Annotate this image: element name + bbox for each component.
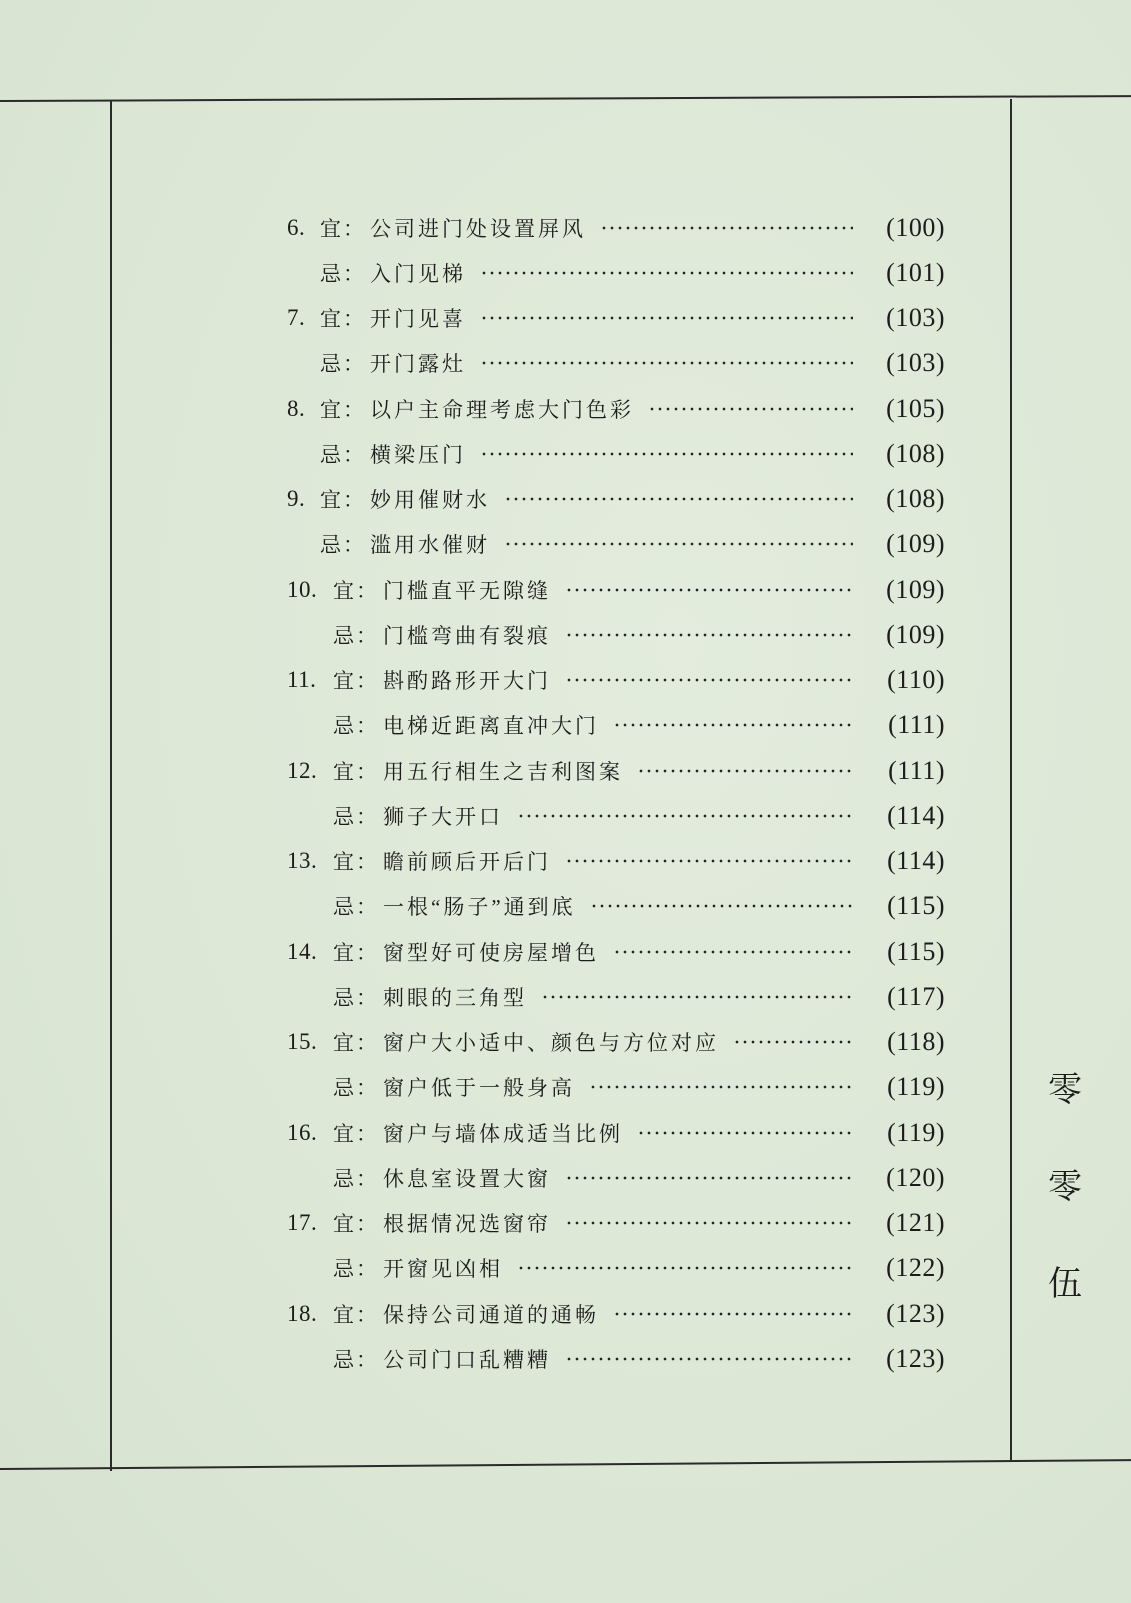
entry-title: 妙用催财水 [370, 488, 490, 513]
dot-leader [613, 721, 853, 729]
yi-label: 宜： [333, 759, 379, 784]
toc-row [287, 567, 945, 612]
dot-leader [565, 676, 853, 684]
ji-label: 忌： [320, 533, 366, 558]
item-number: 14. [287, 938, 318, 964]
table-of-contents [287, 205, 945, 1382]
dot-leader [517, 812, 853, 820]
page-number: (101) [886, 257, 945, 287]
entry-title: 横梁压门 [370, 442, 466, 467]
toc-row [287, 929, 945, 974]
ji-label: 忌： [333, 1257, 379, 1282]
toc-row [287, 1110, 945, 1155]
dot-leader [600, 224, 853, 232]
item-number: 17. [287, 1210, 318, 1236]
yi-label: 宜： [320, 488, 366, 513]
page-number: (114) [887, 846, 945, 876]
page-number: (108) [886, 484, 945, 514]
ji-label: 忌： [333, 1347, 379, 1372]
item-number: 11. [287, 667, 317, 693]
dot-leader [637, 767, 853, 775]
yi-label: 宜： [333, 1302, 379, 1327]
toc-row [287, 839, 945, 884]
entry-title: 一根“肠子”通到底 [383, 895, 576, 920]
item-number: 15. [287, 1029, 318, 1055]
dot-leader [590, 902, 853, 910]
toc-row [287, 1155, 945, 1200]
entry-title: 休息室设置大窗 [383, 1166, 551, 1191]
entry-title: 开窗见凶相 [383, 1257, 503, 1282]
toc-row [287, 793, 945, 838]
toc-row [287, 477, 945, 522]
entry-title: 公司门口乱糟糟 [383, 1347, 551, 1372]
entry-title: 开门露灶 [370, 352, 466, 377]
entry-title: 窗户低于一般身高 [383, 1076, 575, 1101]
dot-leader [565, 586, 853, 594]
page-number: (122) [886, 1253, 945, 1283]
yi-label: 宜： [333, 940, 379, 965]
side-page-number [1040, 1042, 1090, 1333]
page-number: (114) [887, 800, 945, 830]
dot-leader [637, 1129, 853, 1137]
page-number: (121) [886, 1208, 945, 1238]
item-number: 12. [287, 757, 318, 783]
entry-title: 窗户大小适中、颜色与方位对应 [383, 1031, 719, 1056]
entry-title: 入门见梯 [370, 261, 466, 286]
page-number: (109) [886, 574, 945, 604]
page-number: (105) [886, 393, 945, 423]
entry-title: 滥用水催财 [370, 533, 490, 558]
page-number: (109) [886, 529, 945, 559]
item-number: 9. [287, 486, 306, 512]
entry-title: 电梯近距离直冲大门 [383, 714, 599, 739]
toc-row [287, 658, 945, 703]
page-number: (103) [886, 303, 945, 333]
left-frame-line [110, 101, 112, 1471]
toc-row [287, 1020, 945, 1065]
item-number: 18. [287, 1300, 318, 1326]
dot-leader [565, 857, 853, 865]
dot-leader [504, 540, 853, 548]
page-number: (123) [886, 1298, 945, 1328]
dot-leader [480, 269, 853, 277]
page-number: (108) [886, 438, 945, 468]
yi-label: 宜： [320, 397, 366, 422]
dot-leader [565, 1174, 853, 1182]
ji-label: 忌： [333, 985, 379, 1010]
dot-leader [589, 1083, 853, 1091]
toc-row [287, 1291, 945, 1336]
yi-label: 宜： [333, 578, 379, 603]
toc-row [287, 1201, 945, 1246]
page-number: (109) [886, 619, 945, 649]
yi-label: 宜： [320, 216, 366, 241]
page-number: (118) [887, 1027, 945, 1057]
side-page-char: 零 [1048, 1072, 1082, 1109]
page-number: (123) [886, 1343, 945, 1373]
dot-leader [733, 1038, 853, 1046]
toc-row [287, 612, 945, 657]
dot-leader [504, 495, 853, 503]
yi-label: 宜： [333, 669, 379, 694]
entry-title: 用五行相生之吉利图案 [383, 759, 623, 784]
entry-title: 窗户与墙体成适当比例 [383, 1121, 623, 1146]
yi-label: 宜： [333, 1121, 379, 1146]
side-page-char: 伍 [1048, 1266, 1082, 1303]
entry-title: 门槛弯曲有裂痕 [383, 623, 551, 648]
dot-leader [480, 314, 853, 322]
ji-label: 忌： [320, 442, 366, 467]
dot-leader [613, 1310, 853, 1318]
entry-title: 斟酌路形开大门 [383, 669, 551, 694]
dot-leader [565, 631, 853, 639]
entry-title: 开门见喜 [370, 307, 466, 332]
item-number: 10. [287, 576, 318, 602]
ji-label: 忌： [320, 352, 366, 377]
dot-leader [565, 1219, 853, 1227]
ji-label: 忌： [333, 804, 379, 829]
dot-leader [613, 948, 853, 956]
page-number: (119) [887, 1117, 945, 1147]
entry-title: 狮子大开口 [383, 804, 503, 829]
page-number: (117) [887, 981, 945, 1011]
dot-leader [480, 359, 853, 367]
yi-label: 宜： [333, 850, 379, 875]
toc-row [287, 884, 945, 929]
ji-label: 忌： [333, 623, 379, 648]
toc-row [287, 748, 945, 793]
toc-row [287, 1246, 945, 1291]
ji-label: 忌： [333, 1076, 379, 1101]
dot-leader [648, 405, 853, 413]
ji-label: 忌： [333, 1166, 379, 1191]
page-number: (111) [888, 755, 945, 785]
toc-row [287, 1065, 945, 1110]
item-number: 7. [287, 305, 306, 331]
toc-row [287, 341, 945, 386]
entry-title: 以户主命理考虑大门色彩 [370, 397, 634, 422]
item-number: 6. [287, 214, 306, 240]
page-number: (103) [886, 348, 945, 378]
page-number: (120) [886, 1162, 945, 1192]
yi-label: 宜： [333, 1212, 379, 1237]
entry-title: 刺眼的三角型 [383, 985, 527, 1010]
page-number: (111) [888, 710, 945, 740]
yi-label: 宜： [333, 1031, 379, 1056]
dot-leader [480, 450, 853, 458]
page-number: (119) [887, 1072, 945, 1102]
side-page-char: 零 [1048, 1169, 1082, 1206]
yi-label: 宜： [320, 307, 366, 332]
toc-row [287, 703, 945, 748]
item-number: 13. [287, 848, 318, 874]
ji-label: 忌： [333, 895, 379, 920]
ji-label: 忌： [320, 261, 366, 286]
entry-title: 保持公司通道的通畅 [383, 1302, 599, 1327]
entry-title: 公司进门处设置屏风 [370, 216, 586, 241]
page-number: (115) [887, 936, 945, 966]
toc-row [287, 522, 945, 567]
page-number: (115) [887, 891, 945, 921]
entry-title: 根据情况选窗帘 [383, 1212, 551, 1237]
item-number: 16. [287, 1119, 318, 1145]
page-number: (110) [887, 665, 945, 695]
toc-row [287, 1336, 945, 1381]
toc-row [287, 250, 945, 295]
toc-row [287, 386, 945, 431]
entry-title: 门槛直平无隙缝 [383, 578, 551, 603]
ji-label: 忌： [333, 714, 379, 739]
toc-row [287, 296, 945, 341]
right-frame-line [1010, 99, 1012, 1462]
entry-title: 窗型好可使房屋增色 [383, 940, 599, 965]
dot-leader [517, 1264, 853, 1272]
toc-row [287, 431, 945, 476]
dot-leader [565, 1355, 853, 1363]
toc-row [287, 205, 945, 250]
page-number: (100) [886, 212, 945, 242]
entry-title: 瞻前顾后开后门 [383, 850, 551, 875]
dot-leader [541, 993, 853, 1001]
toc-row [287, 974, 945, 1019]
item-number: 8. [287, 395, 306, 421]
